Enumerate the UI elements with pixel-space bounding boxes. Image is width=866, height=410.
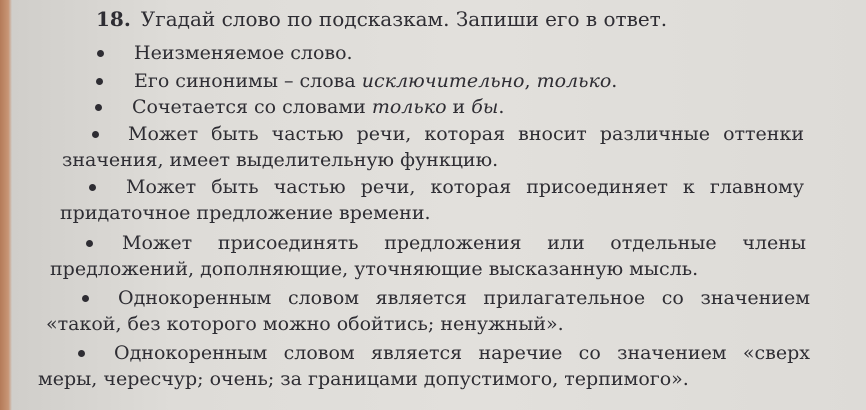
desk-edge xyxy=(0,0,12,410)
task-number: 18. xyxy=(96,7,131,31)
hint-6-line-1: Может присоединять предложения или отдельные члены xyxy=(122,232,806,254)
hint-2-text xyxy=(134,68,617,94)
task-instruction: Угадай слово по подсказкам. Запиши его в ответ. xyxy=(140,7,668,31)
hint-3-suffix: . xyxy=(498,96,505,118)
hint-2-suffix: . xyxy=(611,70,618,92)
hint-8-line-2: меры, чересчур; очень; за границами допустимого, терпимого». xyxy=(38,368,689,390)
bullet-icon xyxy=(82,295,89,302)
bullet-icon xyxy=(97,50,104,57)
hint-3-emphasis-1: только xyxy=(371,96,447,118)
hint-1-text: Неизменяемое слово. xyxy=(134,42,353,64)
hint-3-text xyxy=(132,94,504,120)
hint-5-line-1: Может быть частью речи, которая присоединяет к главному xyxy=(126,176,804,198)
hint-8-line-1: Однокоренным словом является наречие со значением «сверх xyxy=(114,342,810,364)
hint-3-prefix: Сочетается со словами xyxy=(132,96,372,118)
hint-4-line-2: значения, имеет выделительную функцию. xyxy=(62,149,499,171)
bullet-icon xyxy=(86,240,93,247)
hint-2-separator: , xyxy=(524,70,537,92)
hint-2-prefix: Его синонимы – слова xyxy=(134,70,362,92)
hint-6-line-2: предложений, дополняющие, уточняющие высказанную мысль. xyxy=(50,258,699,280)
bullet-icon xyxy=(89,184,96,191)
hint-4-line-1: Может быть частью речи, которая вносит различные оттенки xyxy=(128,123,804,145)
bullet-icon xyxy=(95,104,102,111)
hint-7-line-2: «такой, без которого можно обойтись; ненужный». xyxy=(46,313,564,335)
hint-2-emphasis-2: только xyxy=(536,70,612,92)
bullet-icon xyxy=(78,350,85,357)
task-heading xyxy=(96,6,667,32)
hint-3-emphasis-2: бы xyxy=(471,96,499,118)
hint-7-line-1: Однокоренным словом является прилагательное со значением xyxy=(118,287,810,309)
bullet-icon xyxy=(96,78,103,85)
bullet-icon xyxy=(92,131,99,138)
hint-3-separator: и xyxy=(446,96,472,118)
hint-2-emphasis-1: исключительно xyxy=(361,70,525,92)
hint-5-line-2: придаточное предложение времени. xyxy=(60,202,431,224)
